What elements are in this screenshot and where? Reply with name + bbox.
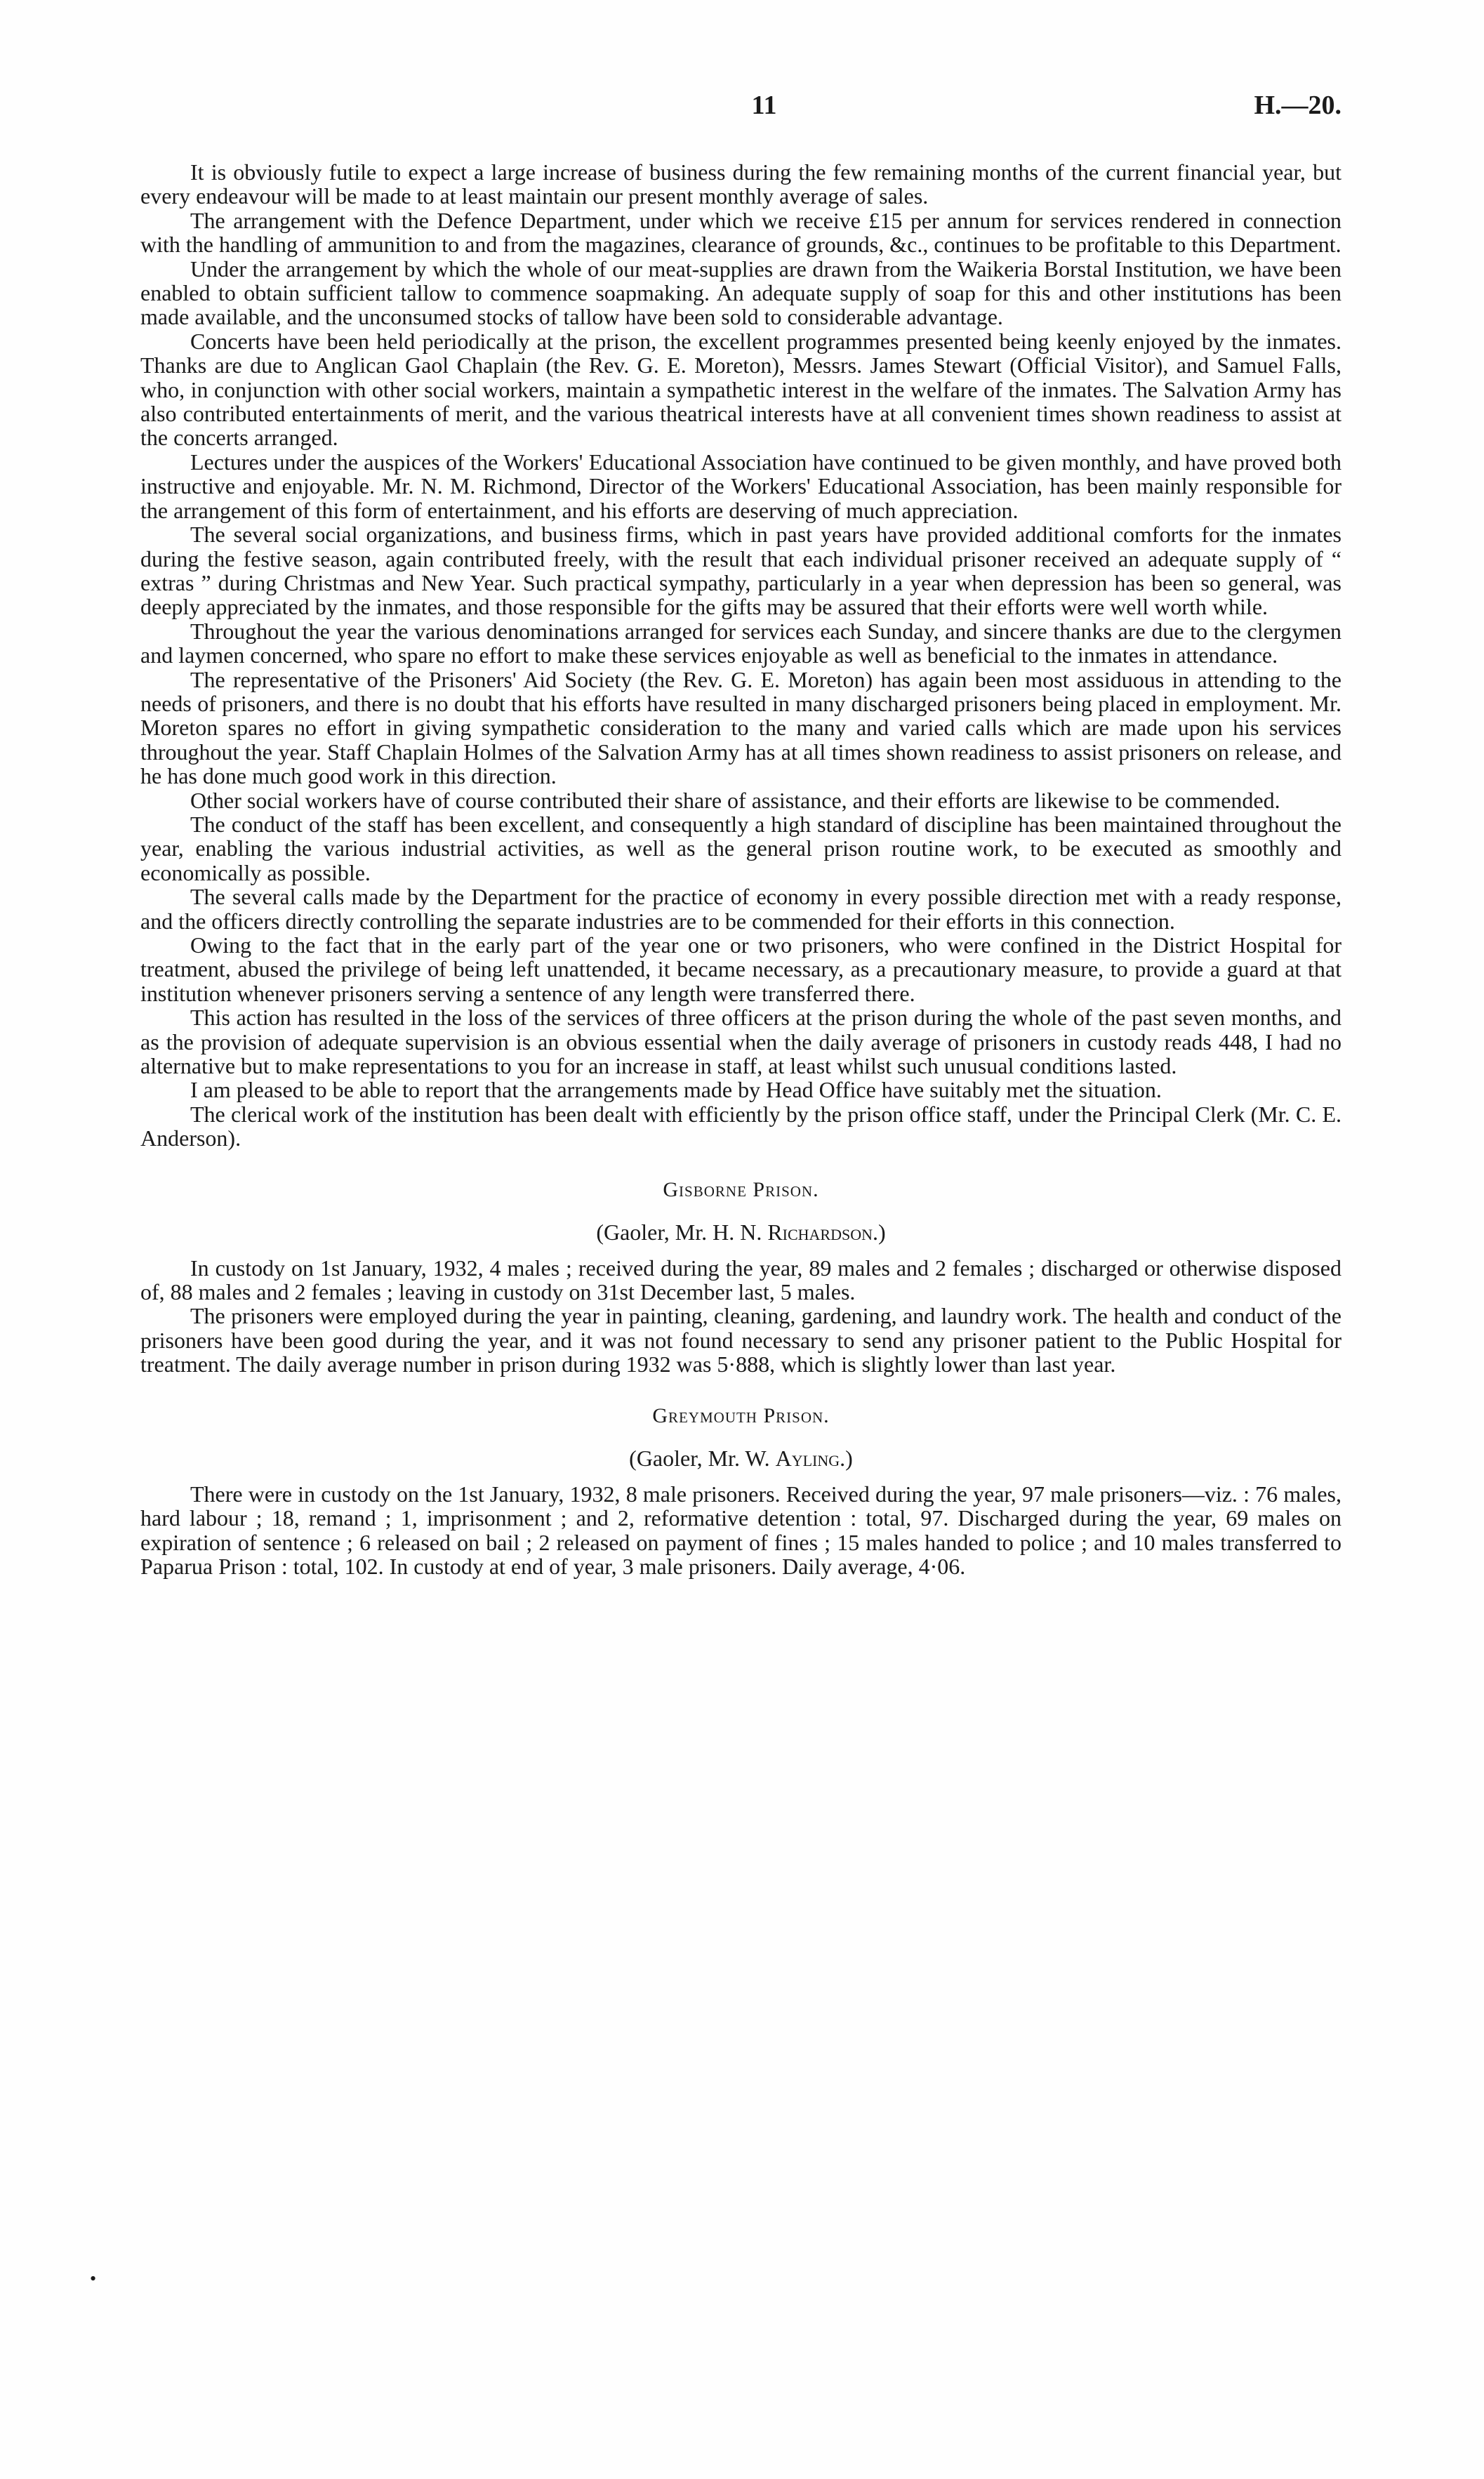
- paragraph-social-organizations: The several social organizations, and business firms, which in past years have provided additional comforts for the inmates during the festive season, again contributed freely, with the result that each individual prisoner received an adequate supply of “ extras ” during Christmas and New Year. Such practical sympathy, particularly in a year when depression has been so general, was deeply appreciated by the inmates, and those responsible for the gifts may be assured that their efforts were well worth while.: [140, 522, 1341, 620]
- paragraph-economy: The several calls made by the Department for the practice of economy in every possible direction met with a ready response, and the officers directly controlling the separate industries are to be commended for their efforts in this connection.: [140, 884, 1341, 934]
- paragraph-hospital-guard: Owing to the fact that in the early part of the year one or two prisoners, who were confined in the District Hospital for treatment, abused the privilege of being left unattended, it became necessary, as a precautionary measure, to provide a guard at that institution whenever prisoners serving a sentence of any length were transferred there.: [140, 932, 1341, 1006]
- paragraph-sunday-services: Throughout the year the various denominations arranged for services each Sunday, and sincere thanks are due to the clergymen and laymen concerned, who spare no effort to make these services enjoyable as well as beneficial to the inmates in attendance.: [140, 618, 1341, 668]
- paragraph-gisborne-employment: The prisoners were employed during the year in painting, cleaning, gardening, and laundry work. The health and conduct of the prisoners have been good during the year, and it was not found necessary to send any prisoner patient to the Public Hospital for treatment. The daily average number in prison during 1932 was 5·888, which is slightly lower than last year.: [140, 1303, 1341, 1377]
- gaoler-suffix: .): [840, 1445, 853, 1471]
- paragraph-staff-conduct: The conduct of the staff has been excellent, and consequently a high standard of discipline has been maintained throughout the year, enabling the various industrial activities, as well as the general prison routine work, to be executed as smoothly and economically as possible.: [140, 811, 1341, 885]
- section-title-greymouth: Greymouth Prison.: [652, 1403, 830, 1427]
- paragraph-prisoners-aid-society: The representative of the Prisoners' Aid Society (the Rev. G. E. Moreton) has again been most assiduous in attending to the needs of prisoners, and there is no doubt that his efforts have resulted in many discharged prisoners being placed in employment. Mr. Moreton spares no effort in giving sympathetic consideration to the many and varied calls which are made upon his services throughout the year. Staff Chaplain Holmes of the Salvation Army has at all times shown readiness to assist prisoners on release, and he has done much good work in this direction.: [140, 666, 1341, 789]
- paragraph-futile-business: It is obviously futile to expect a large increase of business during the few remaining months of the current financial year, but every endeavour will be made to at least maintain our present monthly average of sales.: [140, 159, 1341, 209]
- paragraph-defence-department: The arrangement with the Defence Department, under which we receive £15 per annum for services rendered in connection with the handling of ammunition to and from the magazines, clearance of grounds, &c., continues to be profitable to this Department.: [140, 207, 1341, 258]
- paragraph-staff-increase: This action has resulted in the loss of the services of three officers at the prison during the whole of the past seven months, and as the provision of adequate supervision is an obvious essential when the daily average of prisoners in custody reads 448, I had no alternative but to make representations to you for an increase in staff, at least whilst such unusual conditions lasted.: [140, 1005, 1341, 1079]
- page-number: 11: [751, 91, 777, 120]
- paragraph-gisborne-custody: In custody on 1st January, 1932, 4 males ; received during the year, 89 males and 2 females ; discharged or otherwise disposed of, 88 males and 2 females ; leaving in custody on 31st December last, 5 males.: [140, 1255, 1341, 1305]
- document-code: H.—20.: [1254, 91, 1341, 120]
- page-header: [187, 90, 1341, 132]
- margin-dot-mark: •: [90, 2268, 97, 2289]
- gaoler-line-greymouth: [140, 1444, 1341, 1472]
- gaoler-suffix: .): [873, 1219, 886, 1245]
- paragraph-head-office: I am pleased to be able to report that the arrangements made by Head Office have suitably met the situation.: [190, 1077, 1162, 1103]
- paragraph-greymouth-custody: There were in custody on the 1st January, 1932, 8 male prisoners. Received during the year, 97 male prisoners—viz. : 76 males, hard labour ; 18, remand ; 1, imprisonment ; and 2, reformative detention : total, 97. Discharged during the year, 69 males on expiration of sentence ; 6 released on bail ; 2 released on payment of fines ; 15 males handed to police ; and 10 males transferred to Paparua Prison : total, 102. In custody at end of year, 3 male prisoners. Daily average, 4·06.: [140, 1481, 1341, 1579]
- gaoler-name: Richardson: [767, 1219, 873, 1245]
- paragraph-tallow-soapmaking: Under the arrangement by which the whole of our meat-supplies are drawn from the Waikeria Borstal Institution, we have been enabled to obtain sufficient tallow to commence soapmaking. An adequate supply of soap for this and other institutions has been made available, and the unconsumed stocks of tallow have been sold to considerable advantage.: [140, 256, 1341, 330]
- gaoler-prefix: (Gaoler, Mr. W.: [629, 1445, 776, 1471]
- body-text: [140, 160, 1341, 1578]
- paragraph-other-social-workers: Other social workers have of course contributed their share of assistance, and their efforts are likewise to be commended.: [190, 787, 1280, 813]
- section-title-gisborne: Gisborne Prison.: [663, 1177, 819, 1201]
- paragraph-clerical-work: The clerical work of the institution has been dealt with efficiently by the prison office staff, under the Principal Clerk (Mr. C. E. Anderson).: [140, 1101, 1341, 1151]
- gaoler-name: Ayling: [775, 1445, 840, 1471]
- paragraph-concerts: Concerts have been held periodically at the prison, the excellent programmes presented being keenly enjoyed by the inmates. Thanks are due to Anglican Gaol Chaplain (the Rev. G. E. Moreton), Messrs. James Stewart (Official Visitor), and Samuel Falls, who, in conjunction with other social workers, maintain a sympathetic interest in the welfare of the inmates. The Salvation Army has also contributed entertainments of merit, and the various theatrical interests have at all convenient times shown readiness to assist at the concerts arranged.: [140, 328, 1341, 451]
- paragraph-lectures: Lectures under the auspices of the Workers' Educational Association have continued to be given monthly, and have proved both instructive and enjoyable. Mr. N. M. Richmond, Director of the Workers' Educational Association, has been mainly responsible for the arrangement of this form of entertainment, and his efforts are deserving of much appreciation.: [140, 449, 1341, 523]
- gaoler-prefix: (Gaoler, Mr. H. N.: [596, 1219, 768, 1245]
- gaoler-line-gisborne: [140, 1218, 1341, 1246]
